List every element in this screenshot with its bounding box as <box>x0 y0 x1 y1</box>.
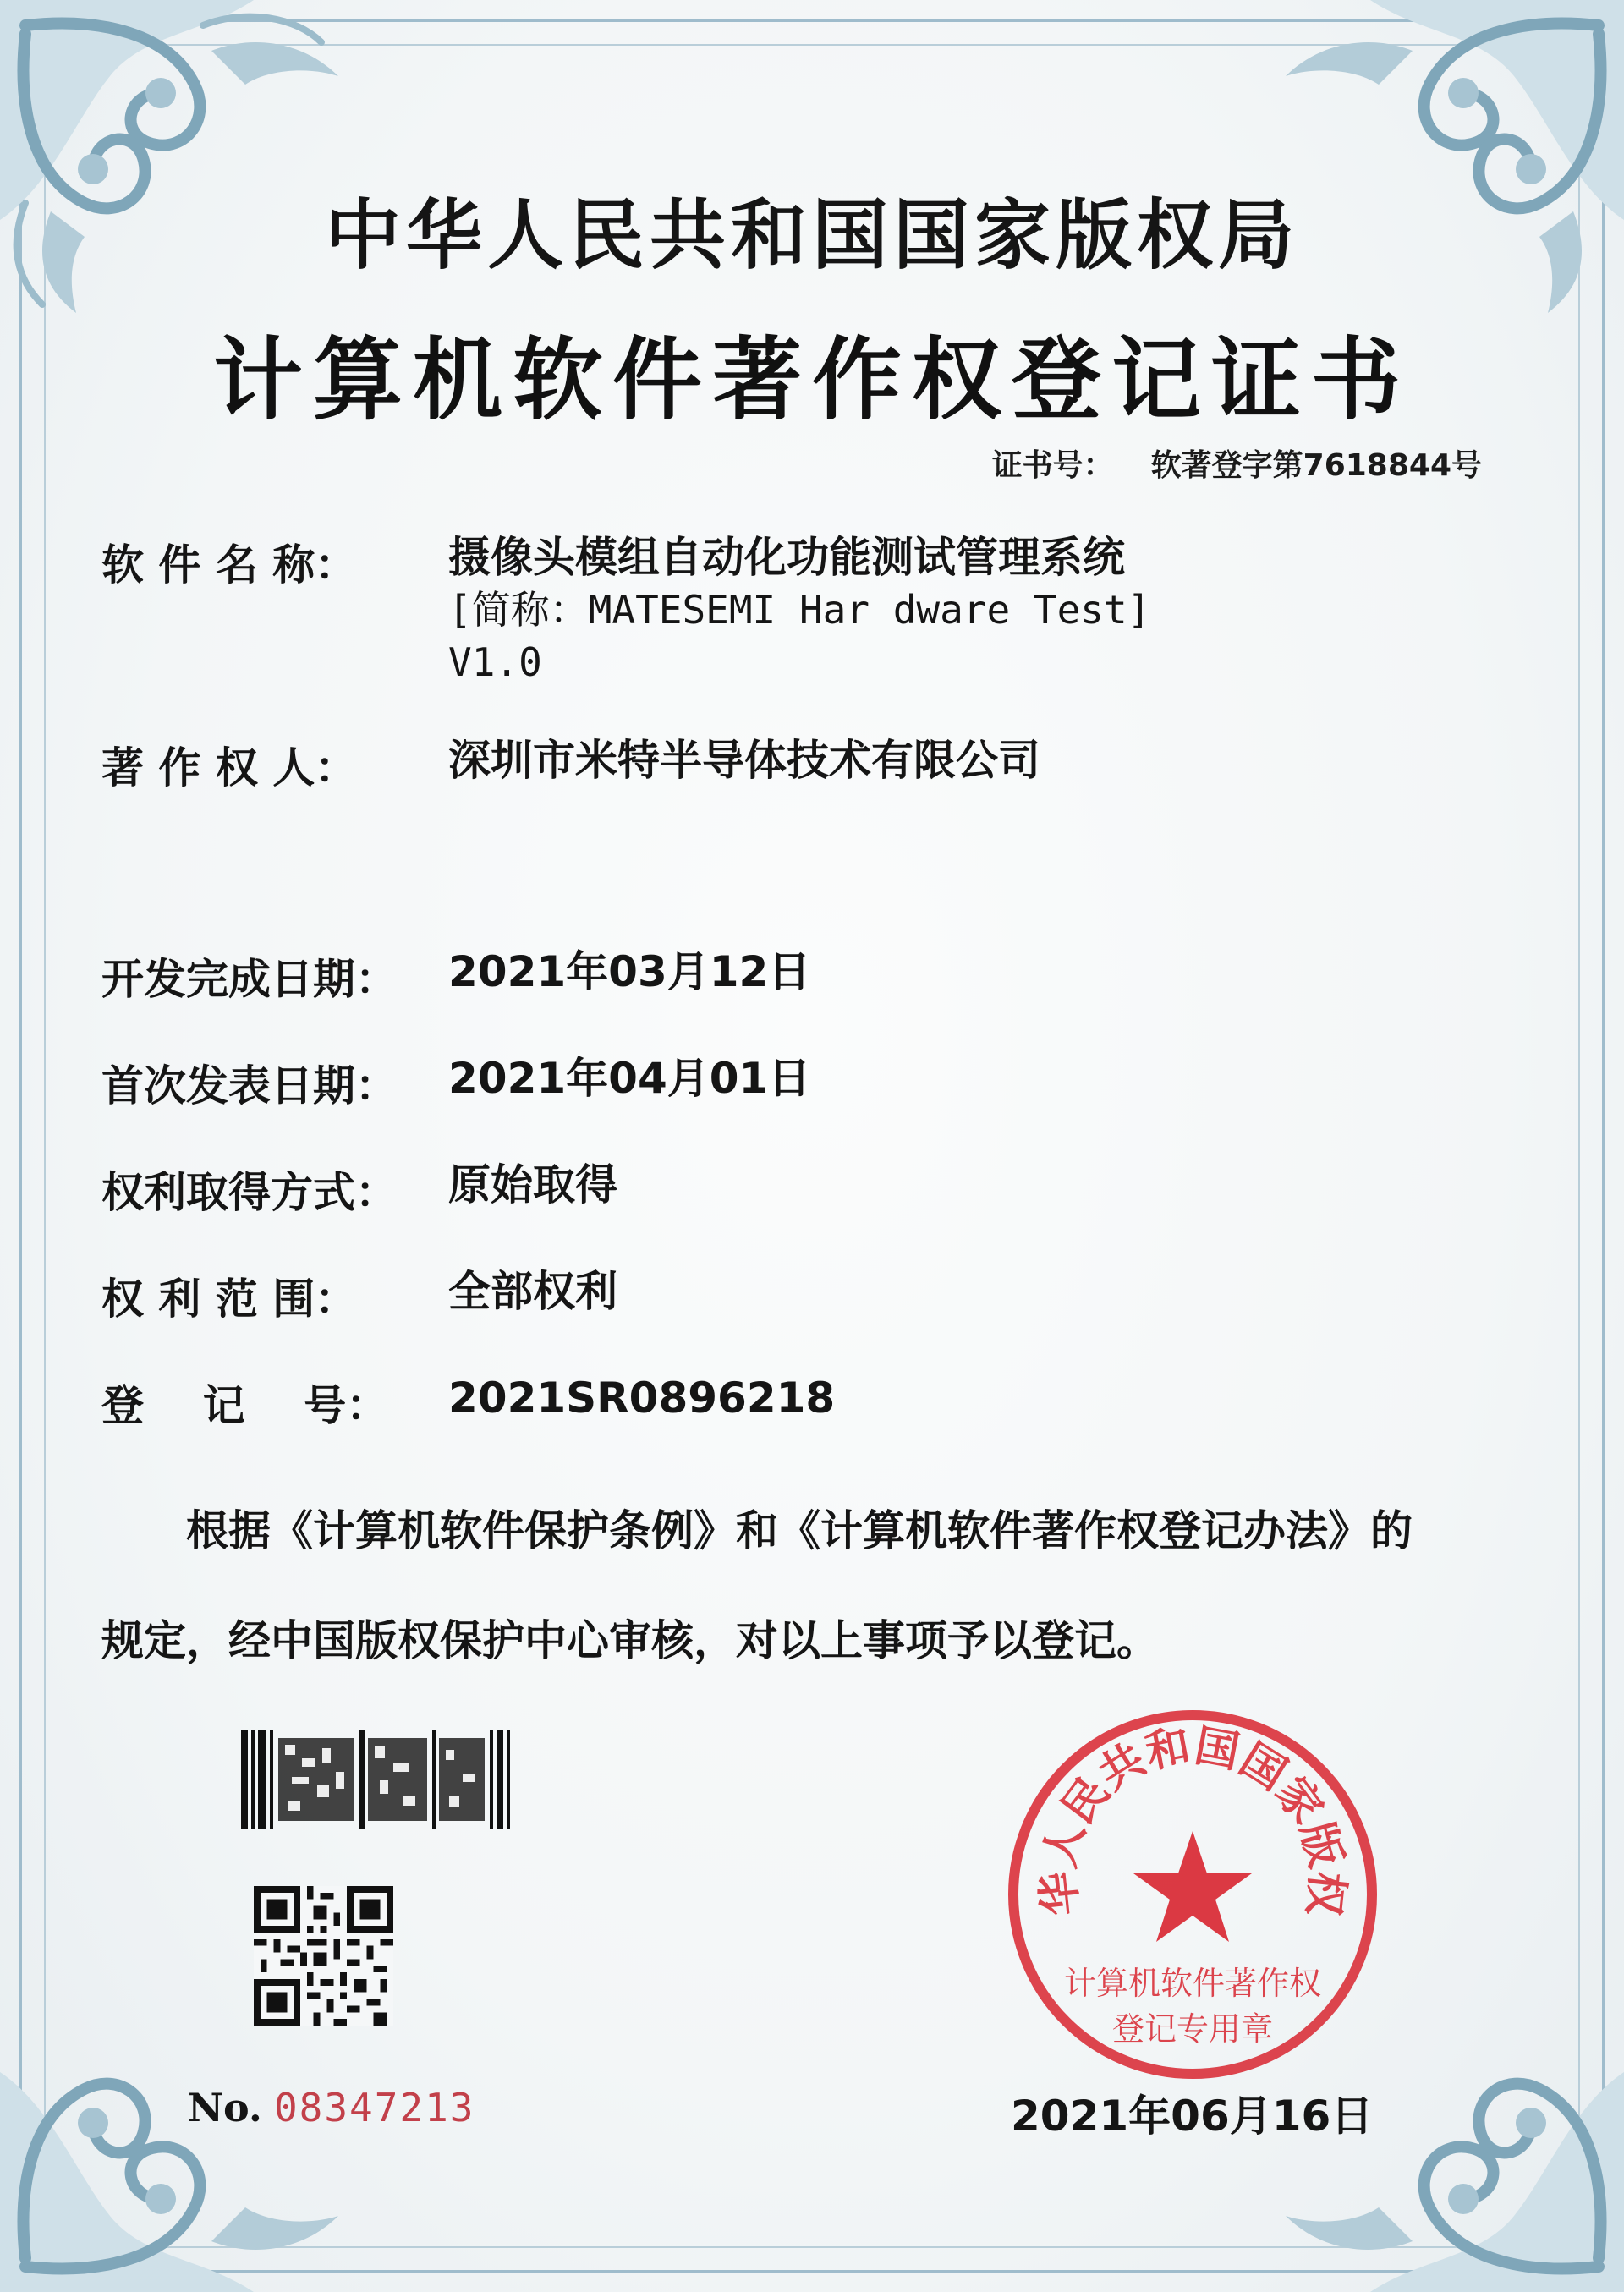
software-name-value <box>448 531 1150 688</box>
acquisition-method-value: 原始取得 <box>448 1160 617 1209</box>
qr-code-icon <box>254 1886 393 2026</box>
registration-number-label: 登 记 号： <box>102 1381 389 1430</box>
software-name: 摄像头模组自动化功能测试管理系统 <box>448 533 1125 582</box>
acquisition-method-field <box>102 1159 617 1220</box>
issuing-authority: 中华人民共和国国家版权局 <box>325 191 1299 280</box>
seal-star-icon <box>1133 1831 1252 1942</box>
software-name-field <box>102 531 1150 688</box>
seal-department <box>1053 1960 1332 2052</box>
acquisition-method-label: 权利取得方式： <box>102 1168 398 1217</box>
serial-number <box>188 2085 475 2130</box>
copyright-owner-value: 深圳市米特半导体技术有限公司 <box>448 736 1040 785</box>
seal-dept-line-2: 登记专用章 <box>1111 2010 1273 2048</box>
certificate-number-label: 证书号： <box>991 448 1114 483</box>
rights-scope-label: 权 利 范 围： <box>102 1275 358 1324</box>
rights-scope-field <box>102 1265 617 1326</box>
issue-date: 2021年06月16日 <box>1011 2092 1374 2141</box>
statement-line-1: 根据《计算机软件保护条例》和《计算机软件著作权登记办法》的 <box>186 1506 1413 1555</box>
statement-paragraph-continued <box>102 1607 1539 1668</box>
copyright-owner-label: 著 作 权 人： <box>102 743 358 792</box>
software-abbreviation: [简称：MATESEMI Har dware Test] <box>448 587 1151 633</box>
completion-date-field <box>102 946 810 1006</box>
certificate-number <box>992 441 1482 485</box>
publication-date-field <box>102 1052 810 1113</box>
software-name-label: 软 件 名 称： <box>102 540 358 589</box>
completion-date-label: 开发完成日期： <box>102 955 398 1004</box>
serial-prefix: No. <box>188 2085 262 2130</box>
publication-date-label: 首次发表日期： <box>102 1061 398 1110</box>
registration-number-field <box>102 1372 835 1433</box>
statement-line-2: 规定，经中国版权保护中心审核，对以上事项予以登记。 <box>102 1616 1159 1665</box>
copyright-owner-field <box>102 734 1040 795</box>
publication-date-value: 2021年04月01日 <box>448 1054 811 1103</box>
seal-dept-line-1: 计算机软件著作权 <box>1063 1965 1321 2002</box>
rights-scope-value: 全部权利 <box>448 1267 617 1316</box>
software-version: V1.0 <box>448 639 542 685</box>
certificate-title: 计算机软件著作权登记证书 <box>213 326 1411 432</box>
statement-paragraph <box>102 1497 1539 1558</box>
barcode-icon <box>241 1730 512 1829</box>
completion-date-value: 2021年03月12日 <box>448 947 811 996</box>
seal-arc-text: 华人民共和国国家版权 <box>1033 1720 1352 1918</box>
certificate-number-value: 软著登字第7618844号 <box>1150 448 1482 483</box>
registration-number-value: 2021SR0896218 <box>448 1374 836 1423</box>
serial-value: 08347213 <box>273 2085 475 2130</box>
